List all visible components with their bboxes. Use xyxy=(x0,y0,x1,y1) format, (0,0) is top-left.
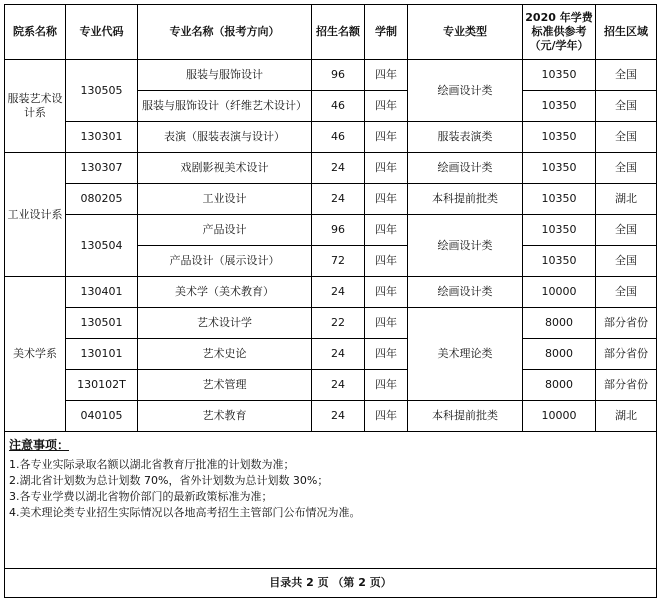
category-cell: 美术理论类 xyxy=(408,308,523,401)
major-cell: 工业设计 xyxy=(138,184,312,215)
pagebar-row xyxy=(5,569,657,598)
notes-row xyxy=(5,432,657,569)
category-cell: 绘画设计类 xyxy=(408,60,523,122)
quota-cell: 46 xyxy=(312,91,365,122)
fee-cell: 10350 xyxy=(523,246,596,277)
quota-cell: 24 xyxy=(312,370,365,401)
college-cell: 美术学系 xyxy=(5,277,66,432)
region-cell: 湖北 xyxy=(596,184,657,215)
major-cell: 艺术设计学 xyxy=(138,308,312,339)
table-row xyxy=(5,215,657,246)
note-item: 2.湖北省计划数为总计划数 70%，省外计划数为总计划数 30%； xyxy=(9,474,329,487)
fee-cell: 10350 xyxy=(523,60,596,91)
table-row xyxy=(5,277,657,308)
college-cell: 服装艺术设计系 xyxy=(5,60,66,153)
code-cell: 080205 xyxy=(66,184,138,215)
duration-cell: 四年 xyxy=(365,91,408,122)
notes-title: 注意事项： xyxy=(9,438,70,452)
region-cell: 部分省份 xyxy=(596,370,657,401)
region-cell: 全国 xyxy=(596,153,657,184)
note-item: 4.美术理论类专业招生实际情况以各地高考招生主管部门公布情况为准。 xyxy=(9,506,361,519)
code-cell: 130102T xyxy=(66,370,138,401)
major-cell: 产品设计（展示设计） xyxy=(138,246,312,277)
code-cell: 130505 xyxy=(66,60,138,122)
duration-cell: 四年 xyxy=(365,60,408,91)
code-cell: 130504 xyxy=(66,215,138,277)
duration-cell: 四年 xyxy=(365,401,408,432)
header-region: 招生区域 xyxy=(596,5,657,60)
quota-cell: 24 xyxy=(312,184,365,215)
major-cell: 表演（服装表演与设计） xyxy=(138,122,312,153)
table-row xyxy=(5,401,657,432)
region-cell: 全国 xyxy=(596,91,657,122)
quota-cell: 24 xyxy=(312,153,365,184)
duration-cell: 四年 xyxy=(365,122,408,153)
region-cell: 部分省份 xyxy=(596,308,657,339)
note-item: 3.各专业学费以湖北省物价部门的最新政策标准为准； xyxy=(9,490,273,503)
quota-cell: 72 xyxy=(312,246,365,277)
region-cell: 部分省份 xyxy=(596,339,657,370)
fee-cell: 10350 xyxy=(523,215,596,246)
table-row xyxy=(5,370,657,401)
fee-cell: 8000 xyxy=(523,339,596,370)
major-cell: 美术学（美术教育） xyxy=(138,277,312,308)
category-cell: 绘画设计类 xyxy=(408,153,523,184)
duration-cell: 四年 xyxy=(365,308,408,339)
major-cell: 服装与服饰设计（纤维艺术设计） xyxy=(138,91,312,122)
fee-cell: 10000 xyxy=(523,401,596,432)
code-cell: 130501 xyxy=(66,308,138,339)
page-indicator: 目录共 2 页 （第 2 页） xyxy=(5,569,657,598)
major-cell: 产品设计 xyxy=(138,215,312,246)
header-row xyxy=(5,5,657,60)
code-cell: 040105 xyxy=(66,401,138,432)
notes-section xyxy=(5,432,657,569)
header-code: 专业代码 xyxy=(66,5,138,60)
quota-cell: 22 xyxy=(312,308,365,339)
duration-cell: 四年 xyxy=(365,184,408,215)
region-cell: 全国 xyxy=(596,277,657,308)
header-duration: 学制 xyxy=(365,5,408,60)
category-cell: 服装表演类 xyxy=(408,122,523,153)
category-cell: 本科提前批类 xyxy=(408,184,523,215)
code-cell: 130301 xyxy=(66,122,138,153)
table-row xyxy=(5,184,657,215)
category-cell: 绘画设计类 xyxy=(408,215,523,277)
region-cell: 全国 xyxy=(596,246,657,277)
duration-cell: 四年 xyxy=(365,215,408,246)
duration-cell: 四年 xyxy=(365,246,408,277)
header-category: 专业类型 xyxy=(408,5,523,60)
college-cell: 工业设计系 xyxy=(5,153,66,277)
major-cell: 艺术管理 xyxy=(138,370,312,401)
note-item: 1.各专业实际录取名额以湖北省教育厅批准的计划数为准； xyxy=(9,458,295,471)
quota-cell: 24 xyxy=(312,401,365,432)
category-cell: 本科提前批类 xyxy=(408,401,523,432)
quota-cell: 96 xyxy=(312,60,365,91)
quota-cell: 24 xyxy=(312,277,365,308)
duration-cell: 四年 xyxy=(365,277,408,308)
fee-cell: 8000 xyxy=(523,308,596,339)
fee-cell: 10350 xyxy=(523,122,596,153)
region-cell: 全国 xyxy=(596,60,657,91)
fee-cell: 8000 xyxy=(523,370,596,401)
major-cell: 艺术史论 xyxy=(138,339,312,370)
major-cell: 艺术教育 xyxy=(138,401,312,432)
region-cell: 湖北 xyxy=(596,401,657,432)
table-row xyxy=(5,153,657,184)
header-college: 院系名称 xyxy=(5,5,66,60)
duration-cell: 四年 xyxy=(365,153,408,184)
admission-table xyxy=(4,4,657,598)
fee-cell: 10350 xyxy=(523,184,596,215)
duration-cell: 四年 xyxy=(365,339,408,370)
duration-cell: 四年 xyxy=(365,370,408,401)
table-row xyxy=(5,308,657,339)
quota-cell: 46 xyxy=(312,122,365,153)
code-cell: 130101 xyxy=(66,339,138,370)
quota-cell: 96 xyxy=(312,215,365,246)
quota-cell: 24 xyxy=(312,339,365,370)
fee-cell: 10350 xyxy=(523,153,596,184)
fee-cell: 10350 xyxy=(523,91,596,122)
code-cell: 130401 xyxy=(66,277,138,308)
header-fee: 2020 年学费标准供参考（元/学年） xyxy=(523,5,596,60)
category-cell: 绘画设计类 xyxy=(408,277,523,308)
header-major: 专业名称（报考方向） xyxy=(138,5,312,60)
code-cell: 130307 xyxy=(66,153,138,184)
region-cell: 全国 xyxy=(596,122,657,153)
fee-cell: 10000 xyxy=(523,277,596,308)
region-cell: 全国 xyxy=(596,215,657,246)
table-row xyxy=(5,122,657,153)
table-row xyxy=(5,339,657,370)
major-cell: 戏剧影视美术设计 xyxy=(138,153,312,184)
table-row xyxy=(5,60,657,91)
major-cell: 服装与服饰设计 xyxy=(138,60,312,91)
header-quota: 招生名额 xyxy=(312,5,365,60)
